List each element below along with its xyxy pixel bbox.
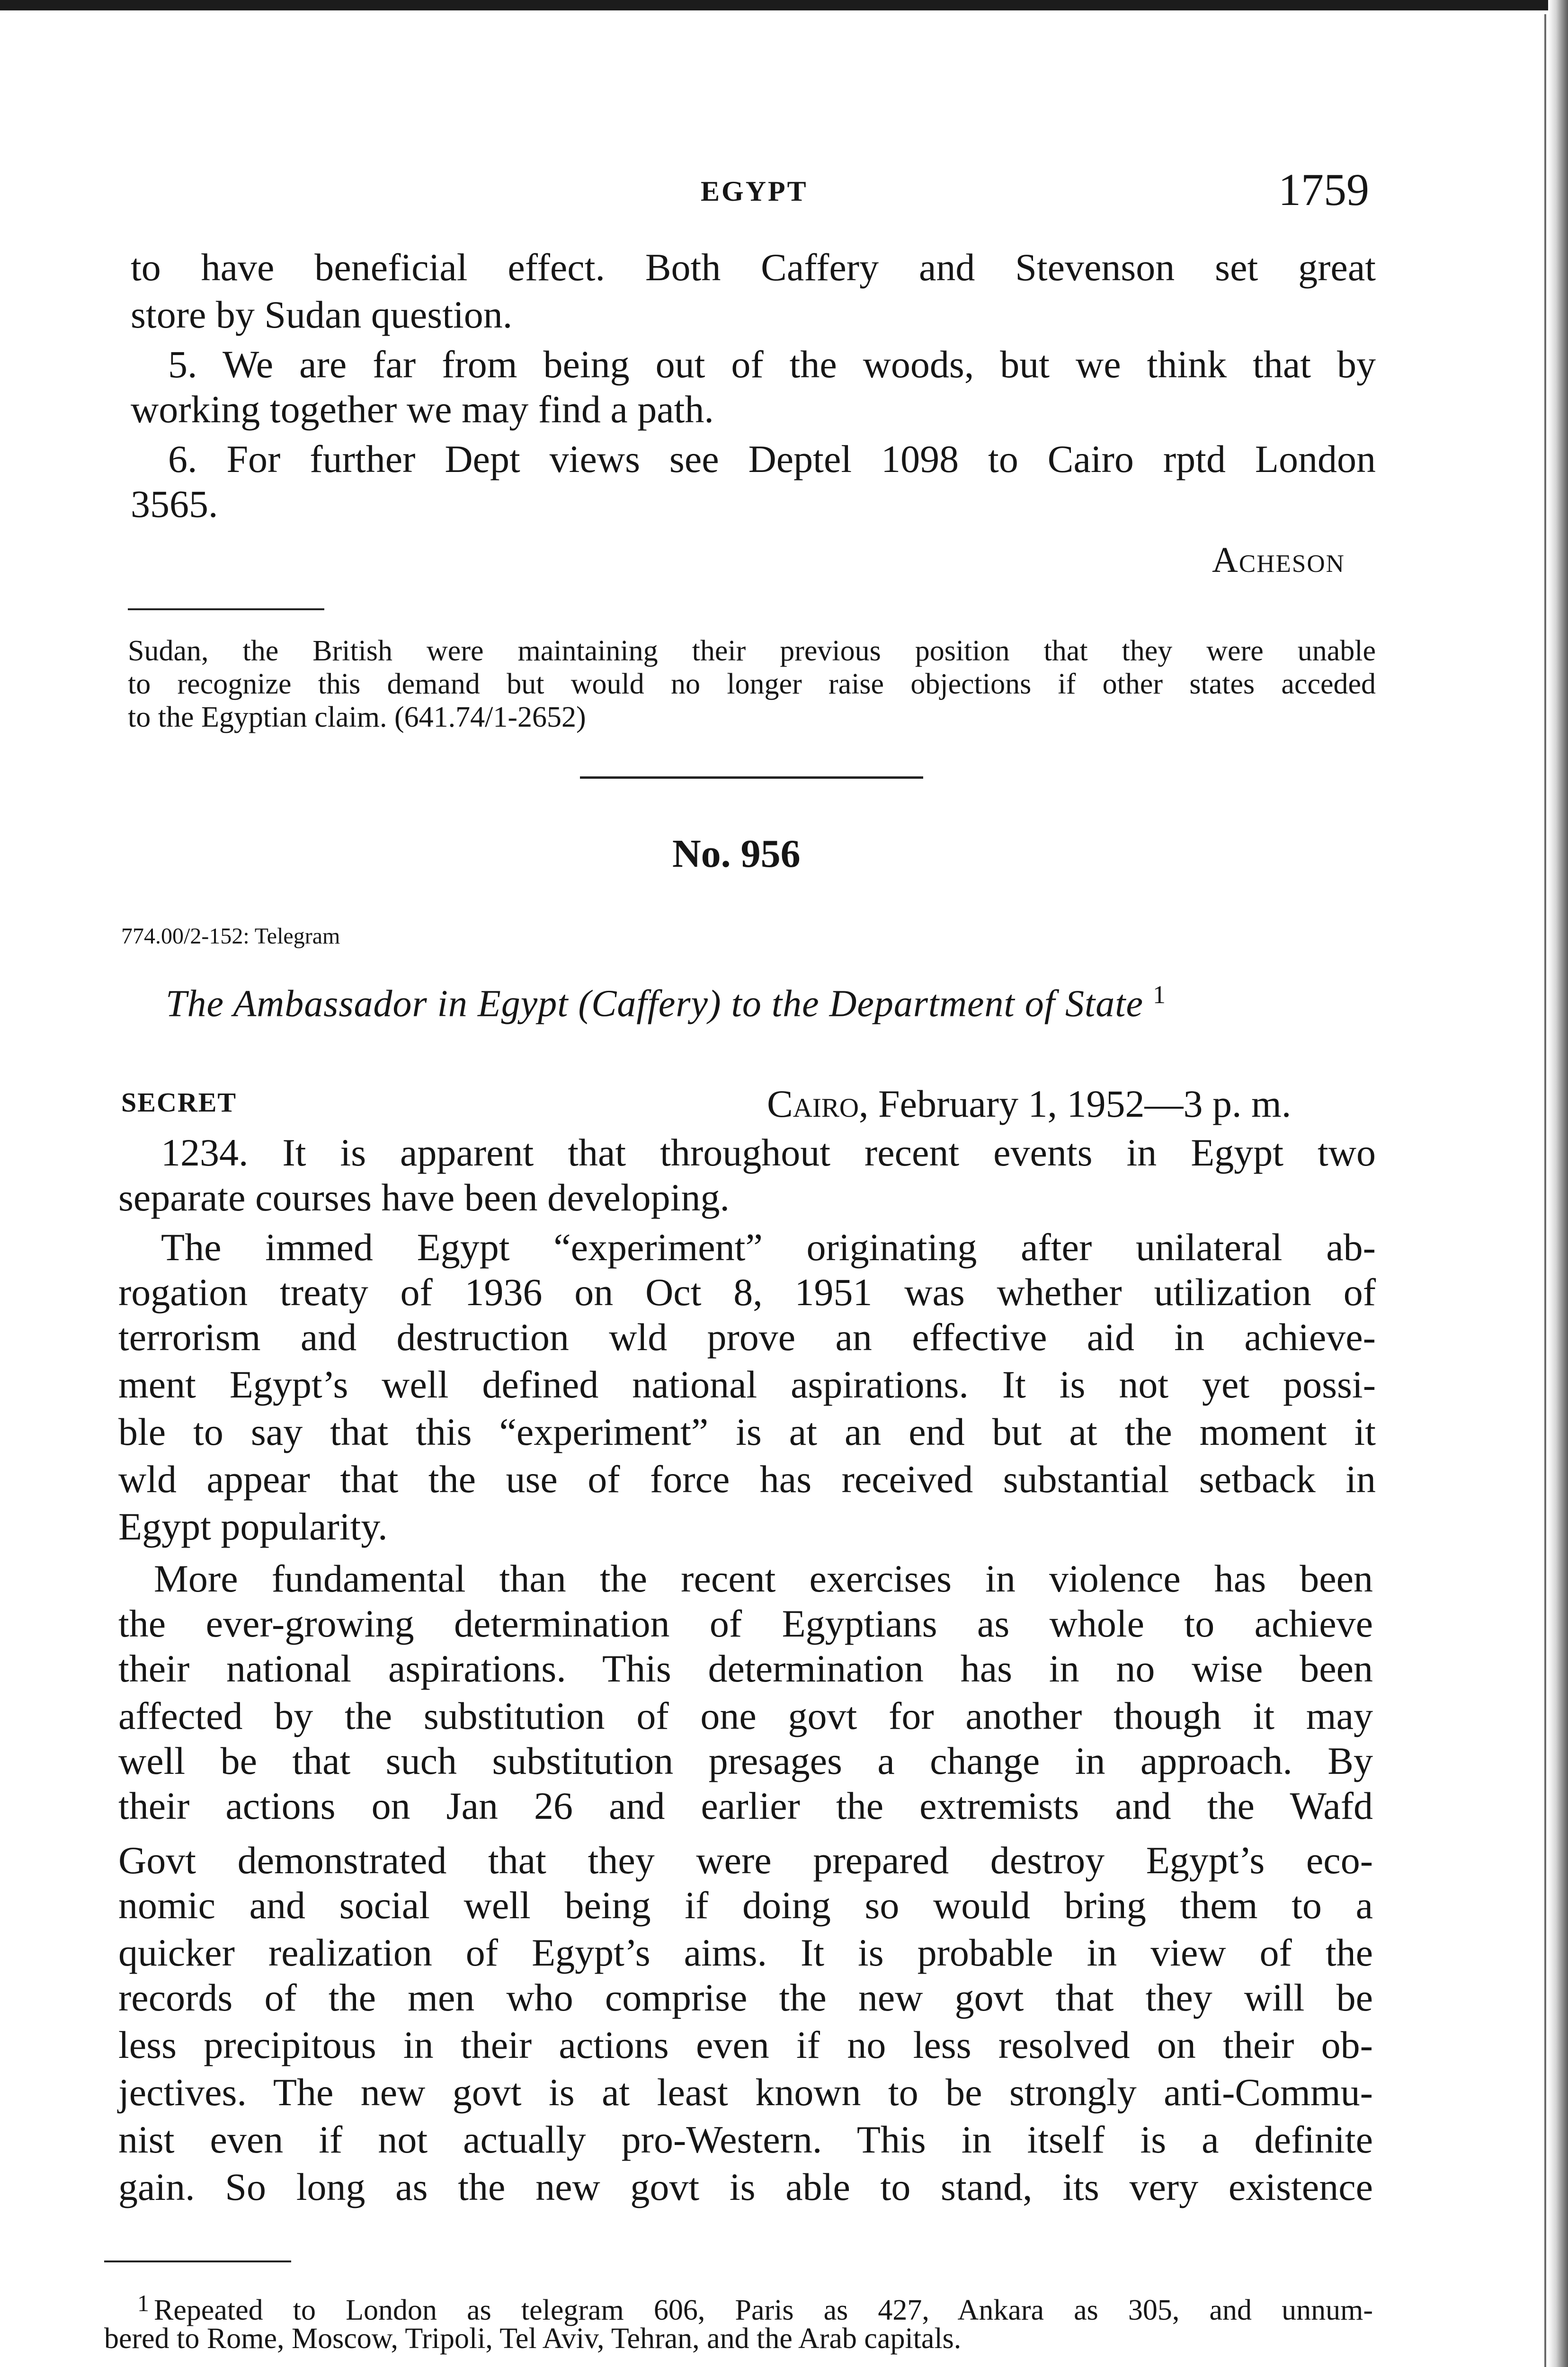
body-line: ble to say that this “experiment” is at an end but at the moment it: [118, 1410, 1376, 1453]
body-line: records of the men who comprise the new govt that they will be: [118, 1976, 1373, 2019]
body-line: store by Sudan question.: [131, 293, 513, 336]
footnote-rule: [104, 2260, 291, 2262]
page-number: 1759: [1278, 164, 1369, 215]
body-line: rogation treaty of 1936 on Oct 8, 1951 was whether utilization of: [118, 1271, 1376, 1314]
body-line: nomic and social well being if doing so would bring them to a: [118, 1884, 1373, 1927]
body-line: nist even if not actually pro-Western. This in itself is a definite: [118, 2118, 1373, 2161]
footnote-mark: 1: [137, 2290, 149, 2316]
body-line: 1234. It is apparent that throughout recent events in Egypt two: [161, 1131, 1376, 1174]
body-line: their national aspirations. This determination has in no wise been: [118, 1647, 1373, 1690]
footnote-line: to the Egyptian claim. (641.74/1-2652): [128, 701, 586, 733]
footnote-line: to recognize this demand but would no longer raise objections if other states acceded: [128, 668, 1376, 700]
body-line: their actions on Jan 26 and earlier the extremists and the Wafd: [118, 1784, 1373, 1827]
signature: Acheson: [1212, 540, 1345, 580]
dateline-place: Cairo: [767, 1082, 859, 1125]
body-line: gain. So long as the new govt is able to stand, its very existence: [118, 2165, 1373, 2208]
scan-border-top: [0, 0, 1568, 10]
section-divider: [580, 776, 923, 779]
body-line: separate courses have been developing.: [118, 1176, 730, 1219]
body-line: less precipitous in their actions even if no less resolved on their ob-: [118, 2023, 1373, 2066]
footnote-text: Repeated to London as telegram 606, Paris as 427, Ankara as 305, and unnum-: [154, 2294, 1373, 2326]
document-number: No. 956: [672, 832, 801, 876]
running-head: EGYPT: [701, 176, 808, 207]
title-footnote-mark: 1: [1152, 980, 1166, 1009]
body-line: More fundamental than the recent exercises in violence has been: [154, 1557, 1373, 1600]
body-line: affected by the substitution of one govt for another though it may: [118, 1694, 1373, 1737]
body-line: Govt demonstrated that they were prepared destroy Egypt’s eco-: [118, 1839, 1373, 1882]
file-reference: 774.00/2-152: Telegram: [121, 924, 340, 949]
dateline: [767, 1082, 1291, 1126]
body-line: The immed Egypt “experiment” originating after unilateral ab-: [161, 1226, 1376, 1269]
document-title: [166, 980, 1166, 1026]
dateline-date: , February 1, 1952—3 p. m.: [859, 1082, 1292, 1125]
classification: SECRET: [121, 1087, 237, 1118]
body-line: 3565.: [131, 482, 218, 525]
scan-binding-line: [1544, 14, 1546, 2367]
body-line: jectives. The new govt is at least known to be strongly anti-Commu-: [118, 2071, 1373, 2114]
footnote-line: [137, 2287, 1373, 2327]
footnote-line: bered to Rome, Moscow, Tripoli, Tel Aviv, Tehran, and the Arab capitals.: [104, 2323, 962, 2355]
body-line: well be that such substitution presages a change in approach. By: [118, 1739, 1373, 1782]
body-line: terrorism and destruction wld prove an effective aid in achieve-: [118, 1316, 1376, 1359]
body-line: to have beneficial effect. Both Caffery and Stevenson set great: [131, 246, 1376, 289]
body-line: 5. We are far from being out of the woods, but we think that by: [168, 343, 1376, 386]
footnote-line: Sudan, the British were maintaining their previous position that they were unable: [128, 635, 1376, 667]
body-line: quicker realization of Egypt’s aims. It is probable in view of the: [118, 1931, 1373, 1974]
body-line: ment Egypt’s well defined national aspirations. It is not yet possi-: [118, 1363, 1376, 1406]
body-line: working together we may find a path.: [131, 388, 714, 431]
scan-border-right: [1548, 0, 1568, 2367]
document-title-text: The Ambassador in Egypt (Caffery) to the Department of State: [166, 983, 1143, 1025]
body-line: Egypt popularity.: [118, 1505, 388, 1548]
body-line: 6. For further Dept views see Deptel 1098 to Cairo rptd London: [168, 437, 1376, 481]
footnote-rule: [128, 608, 324, 610]
body-line: wld appear that the use of force has received substantial setback in: [118, 1458, 1376, 1501]
body-line: the ever-growing determination of Egyptians as whole to achieve: [118, 1602, 1373, 1645]
